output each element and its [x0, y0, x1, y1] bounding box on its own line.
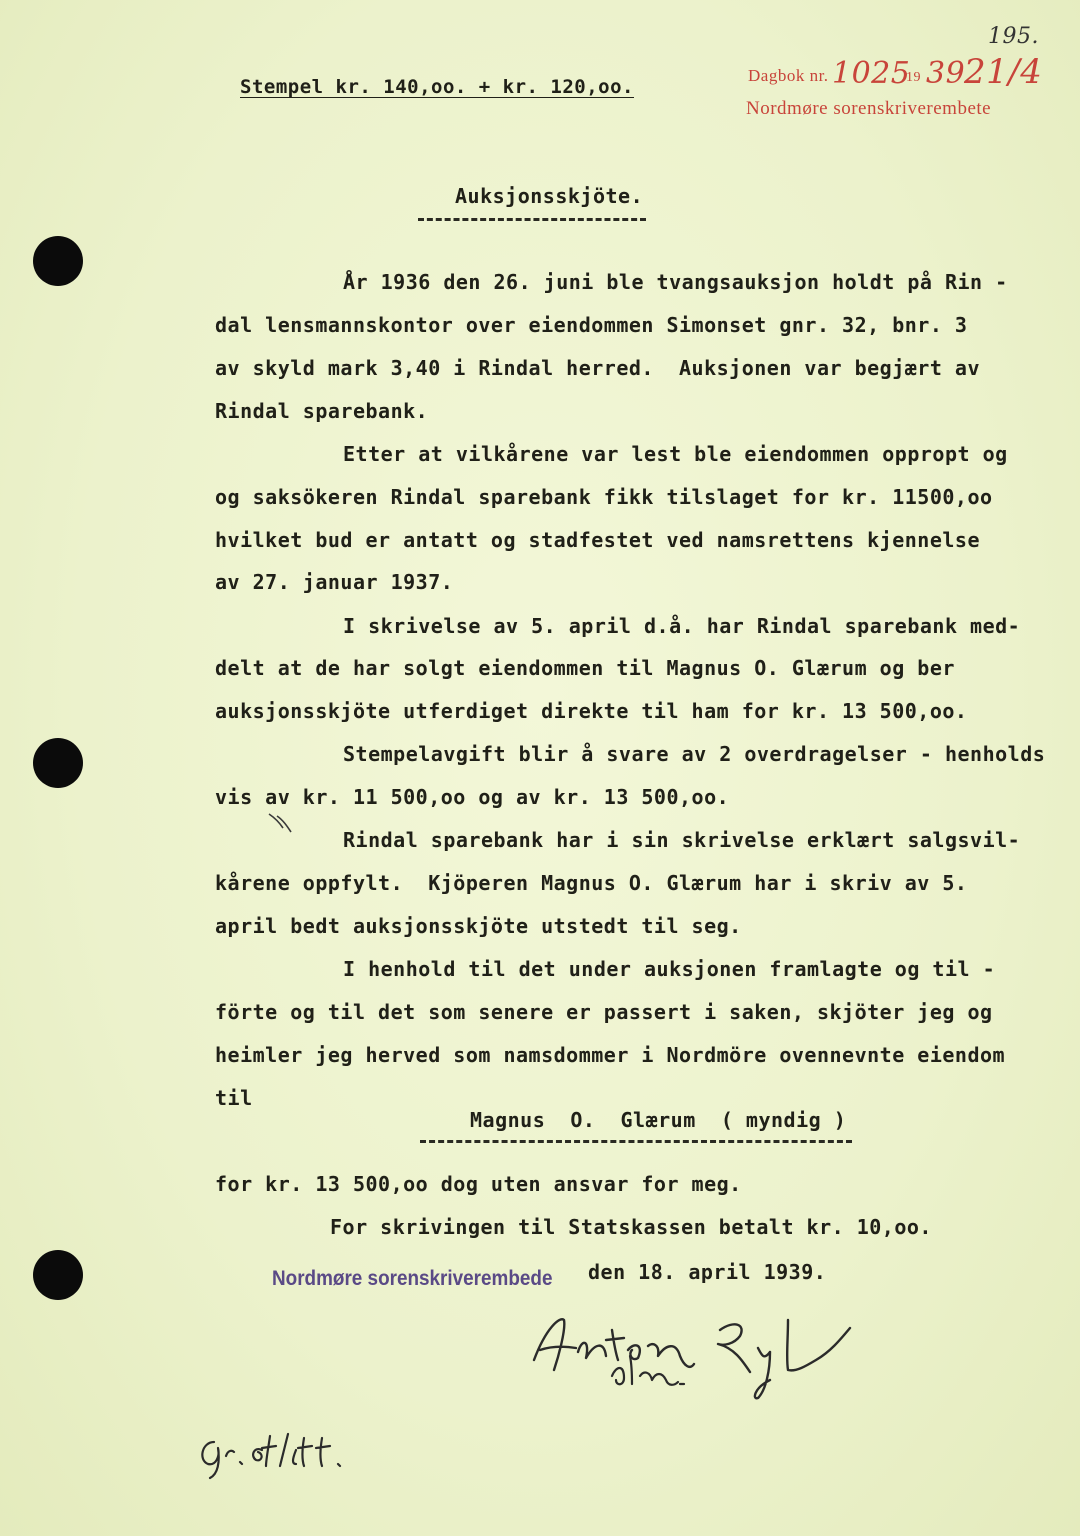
body-line: delt at de har solgt eiendommen til Magnus O. Glærum og ber: [215, 656, 955, 680]
body-line: hvilket bud er antatt og stadfestet ved namsrettens kjennelse: [215, 528, 981, 552]
price-line: for kr. 13 500,oo dog uten ansvar for meg.: [215, 1172, 742, 1196]
stamp-fee-header: Stempel kr. 140,oo. + kr. 120,oo.: [240, 76, 634, 98]
body-line: I henhold til det under auksjonen framlagte og til -: [343, 957, 996, 981]
punch-hole: [33, 738, 83, 788]
buyer-underline: [420, 1140, 852, 1143]
punch-hole: [33, 1250, 83, 1300]
buyer-name: Magnus O. Glærum ( myndig ): [470, 1108, 847, 1132]
body-line: vis av kr. 11 500,oo og av kr. 13 500,oo.: [215, 785, 730, 809]
body-line: dal lensmannskontor over eiendommen Simonset gnr. 32, bnr. 3: [215, 313, 968, 337]
body-line: Rindal sparebank.: [215, 399, 429, 423]
body-line: heimler jeg herved som namsdommer i Nordmöre ovennevnte eiendom: [215, 1043, 1006, 1067]
pencil-mark: [265, 808, 305, 838]
dagbok-number: 1025: [832, 56, 911, 91]
body-line: kårene oppfylt. Kjöperen Magnus O. Glærum har i skriv av 5.: [215, 871, 968, 895]
punch-hole: [33, 236, 83, 286]
body-line: Rindal sparebank har i sin skrivelse erklært salgsvil-: [343, 828, 1021, 852]
body-line: auksjonsskjöte utferdiget direkte til ham for kr. 13 500,oo.: [215, 699, 968, 723]
dagbok-office: Nordmøre sorenskriverembete: [746, 98, 992, 119]
dagbok-year-suffix: 39: [926, 56, 966, 91]
page-number: 195.: [988, 24, 1039, 49]
fee-line: For skrivingen til Statskassen betalt kr. 10,oo.: [330, 1215, 932, 1239]
body-line: förte og til det som senere er passert i saken, skjöter jeg og: [215, 1000, 993, 1024]
dagbok-prefix: Dagbok nr.: [748, 66, 829, 85]
body-line: og saksökeren Rindal sparebank fikk tilslaget for kr. 11500,oo: [215, 485, 993, 509]
body-line: I skrivelse av 5. april d.å. har Rindal sparebank med-: [343, 614, 1021, 638]
date-line: den 18. april 1939.: [588, 1260, 827, 1284]
body-line: År 1936 den 26. juni ble tvangsauksjon holdt på Rin -: [343, 270, 1008, 294]
title-underline: [418, 218, 646, 221]
document-title: Auksjonsskjöte.: [455, 184, 644, 208]
body-line: av 27. januar 1937.: [215, 570, 454, 594]
office-stamp: Nordmøre sorenskriverembede: [272, 1267, 553, 1290]
body-line: Stempelavgift blir å svare av 2 overdragelser - henholds: [343, 742, 1046, 766]
dagbok-date: 21/4: [964, 52, 1043, 92]
body-line: april bedt auksjonsskjöte utstedt til seg.: [215, 914, 742, 938]
signature: [520, 1300, 880, 1410]
body-line: av skyld mark 3,40 i Rindal herred. Auksjonen var begjært av: [215, 356, 981, 380]
body-line: Etter at vilkårene var lest ble eiendommen opprop‍t og: [343, 442, 1008, 466]
margin-note-handwriting: [192, 1420, 372, 1480]
dagbok-year-prefix: 19: [906, 70, 921, 85]
body-line: til: [215, 1086, 253, 1110]
